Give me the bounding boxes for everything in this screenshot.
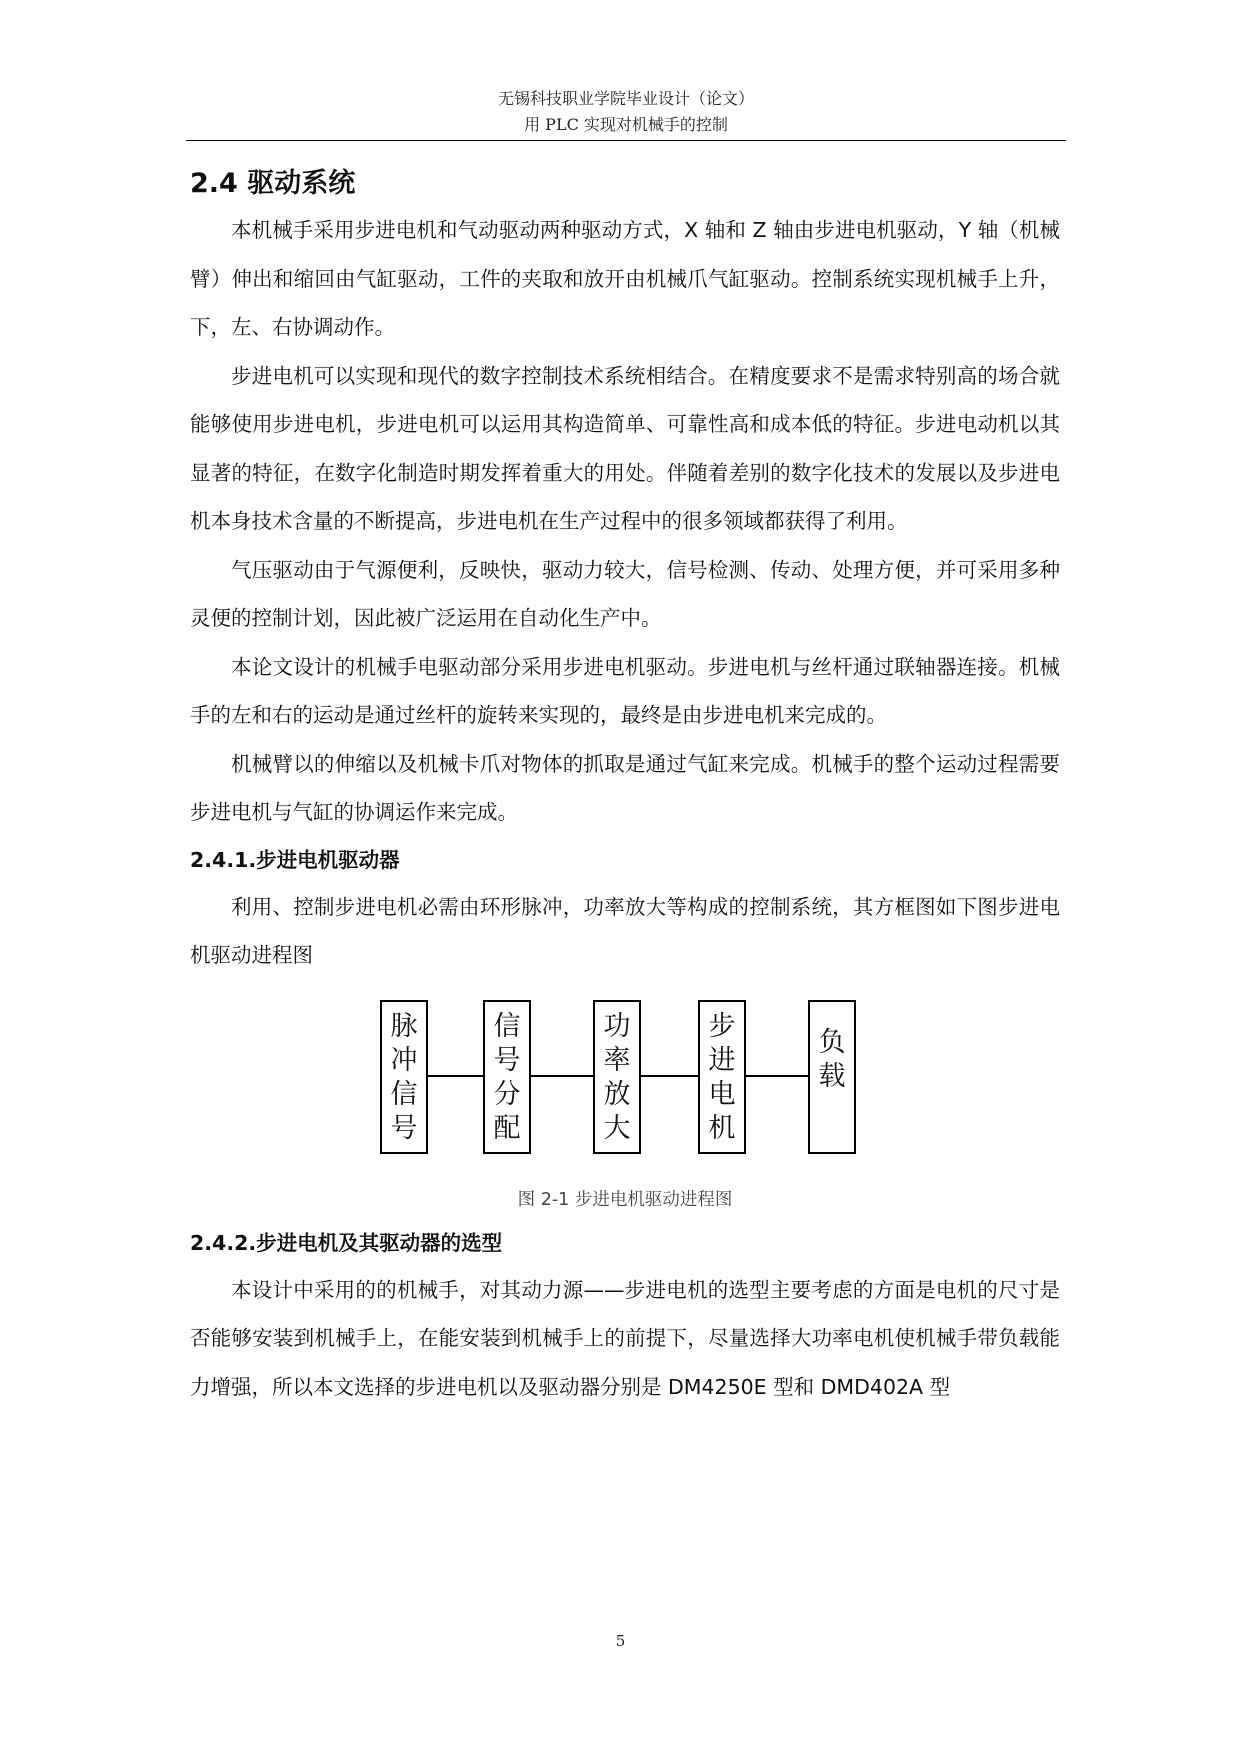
box-char: 功 xyxy=(603,1010,631,1042)
box-char: 放 xyxy=(603,1078,631,1110)
paragraph-drive-methods: 本机械手采用步进电机和气动驱动两种驱动方式，X 轴和 Z 轴由步进电机驱动，Y 轴（机械臂）伸出和缩回由气缸驱动，工件的夹取和放开由机械爪气缸驱动。控制系统实现机械手上升，下，左、右协调动作。 xyxy=(190,218,1060,339)
box-char: 分 xyxy=(493,1078,521,1110)
figure-caption: 图 2-1 步进电机驱动进程图 xyxy=(517,1189,733,1210)
diagram-box-pulse-signal xyxy=(380,1000,428,1154)
box-char: 步 xyxy=(708,1010,736,1042)
connector-line xyxy=(746,1075,808,1077)
header-divider xyxy=(186,140,1066,141)
diagram-box-stepper-motor xyxy=(698,1000,746,1154)
box-char: 大 xyxy=(603,1112,631,1144)
section-title: 2.4 驱动系统 xyxy=(190,168,356,199)
box-char: 号 xyxy=(493,1044,521,1076)
box-char: 信 xyxy=(493,1010,521,1042)
page-content xyxy=(190,162,1060,1411)
box-char: 负 xyxy=(818,1026,846,1058)
box-char: 电 xyxy=(708,1078,736,1110)
box-char: 率 xyxy=(603,1044,631,1076)
box-char: 进 xyxy=(708,1044,736,1076)
connector-line xyxy=(641,1075,698,1077)
box-char: 号 xyxy=(390,1112,418,1144)
diagram-box-signal-distribution xyxy=(483,1000,531,1154)
box-char: 冲 xyxy=(390,1044,418,1076)
paragraph-arm-motion: 机械臂以的伸缩以及机械卡爪对物体的抓取是通过气缸来完成。机械手的整个运动过程需要步进电机与气缸的协调运作来完成。 xyxy=(190,751,1060,824)
box-char: 机 xyxy=(708,1112,736,1144)
box-char: 配 xyxy=(493,1112,521,1144)
page-header xyxy=(186,86,1066,138)
diagram-box-load xyxy=(808,1000,856,1154)
box-char: 脉 xyxy=(390,1010,418,1042)
diagram-box-power-amplifier xyxy=(593,1000,641,1154)
connector-line xyxy=(428,1075,483,1077)
page-number: 5 xyxy=(615,1632,626,1650)
header-thesis-title: 用 PLC 实现对机械手的控制 xyxy=(524,115,728,134)
box-char: 信 xyxy=(390,1078,418,1110)
paragraph-stepper-motor: 步进电机可以实现和现代的数字控制技术系统相结合。在精度要求不是需求特别高的场合就能够使用步进电机，步进电机可以运用其构造简单、可靠性高和成本低的特征。步进电动机以其显著的特征，在数字化制造时期发挥着重大的用处。伴随着差别的数字化技术的发展以及步进电机本身技术含量的不断提高，步进电机在生产过程中的很多领域都获得了利用。 xyxy=(190,363,1060,533)
block-diagram xyxy=(190,1000,1060,1180)
paragraph-motor-selection: 本设计中采用的的机械手，对其动力源——步进电机的选型主要考虑的方面是电机的尺寸是否能够安装到机械手上，在能安装到机械手上的前提下，尽量选择大功率电机使机械手带负载能力增强，所以本文选择的步进电机以及驱动器分别是 DM4250E 型和 DMD402A 型 xyxy=(190,1277,1060,1399)
paragraph-control-system: 利用、控制步进电机必需由环形脉冲，功率放大等构成的控制系统，其方框图如下图步进电机驱动进程图 xyxy=(190,894,1060,967)
paragraph-pneumatic-drive: 气压驱动由于气源便利，反映快，驱动力较大，信号检测、传动、处理方便，并可采用多种灵便的控制计划，因此被广泛运用在自动化生产中。 xyxy=(190,557,1060,630)
connector-line xyxy=(531,1075,593,1077)
paragraph-electric-drive: 本论文设计的机械手电驱动部分采用步进电机驱动。步进电机与丝杆通过联轴器连接。机械手的左和右的运动是通过丝杆的旋转来实现的，最终是由步进电机来完成的。 xyxy=(190,654,1060,727)
box-char: 载 xyxy=(818,1060,846,1092)
header-school-title: 无锡科技职业学院毕业设计（论文） xyxy=(497,89,754,108)
subsection-title-selection: 2.4.2.步进电机及其驱动器的选型 xyxy=(190,1230,503,1255)
subsection-title-driver: 2.4.1.步进电机驱动器 xyxy=(190,847,400,872)
